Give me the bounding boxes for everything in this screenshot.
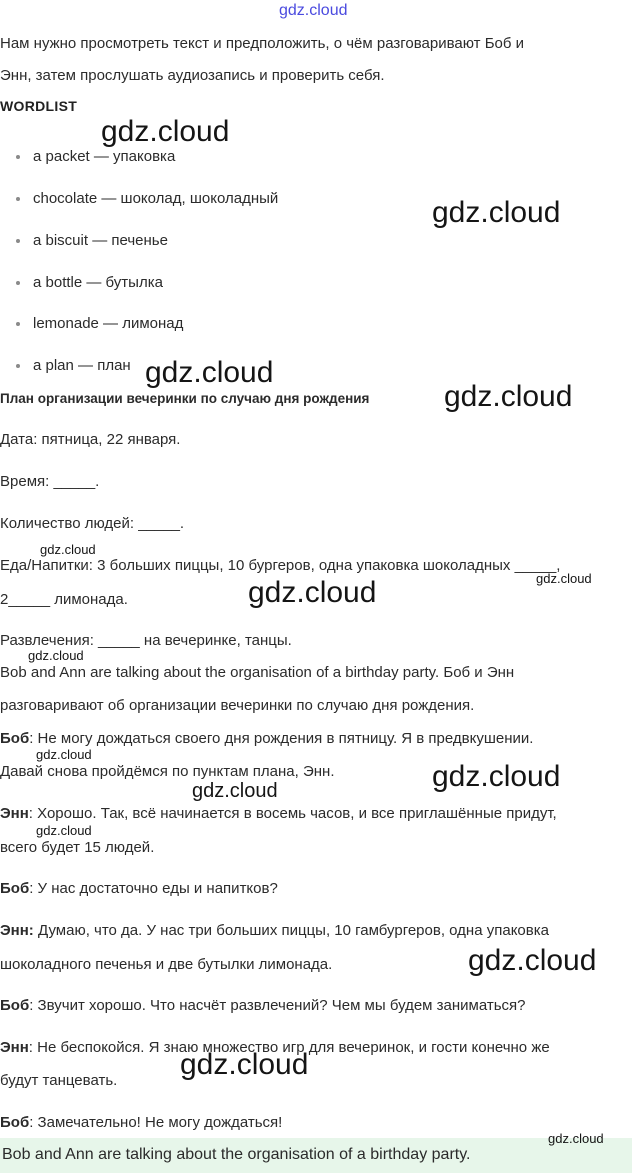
bullet-icon (16, 155, 20, 159)
watermark: gdz.cloud (36, 747, 92, 762)
watermark: gdz.cloud (536, 571, 592, 586)
intro-line-1: Нам нужно просмотреть текст и предположить, о чём разговаривают Боб и (0, 35, 525, 52)
dialogue-ann-2: Энн: Думаю, что да. У нас три больших пиццы, 10 гамбургеров, одна упаковка (0, 922, 549, 939)
dialogue-bob-1: Боб: Не могу дождаться своего дня рождения в пятницу. Я в предвкушении. (0, 730, 534, 747)
dialogue-ann-3: Энн: Не беспокойся. Я знаю множество игр для вечеринок, и гости конечно же (0, 1039, 550, 1056)
watermark: gdz.cloud (101, 115, 230, 148)
bullet-icon (16, 364, 20, 368)
watermark: gdz.cloud (40, 542, 96, 557)
watermark: gdz.cloud (192, 780, 278, 802)
watermark-top: gdz.cloud (279, 2, 348, 19)
wordlist-item: lemonade — лимонад (16, 315, 183, 332)
wordlist-item: a packet — упаковка (16, 148, 175, 165)
dialogue-ann-1: Энн: Хорошо. Так, всё начинается в восемь часов, и все приглашённые придут, (0, 805, 557, 822)
highlighted-sentence (0, 1138, 632, 1173)
watermark: gdz.cloud (432, 196, 561, 229)
speaker-ann: Энн (0, 805, 29, 822)
intro-line-2: Энн, затем прослушать аудиозапись и проверить себя. (0, 67, 385, 84)
bullet-icon (16, 322, 20, 326)
plan-food-line-1: Еда/Напитки: 3 больших пиццы, 10 бургеров, одна упаковка шоколадных _____, (0, 557, 561, 574)
watermark: gdz.cloud (444, 380, 573, 413)
wordlist-item: a bottle — бутылка (16, 274, 163, 291)
speaker-bob: Боб (0, 880, 30, 897)
bullet-icon (16, 281, 20, 285)
speaker-bob: Боб (0, 1114, 30, 1131)
watermark: gdz.cloud (28, 648, 84, 663)
dialogue-ann-3-cont: будут танцевать. (0, 1072, 118, 1089)
highlighted-sentence-text: Bob and Ann are talking about the organisation of a birthday party. (2, 1146, 471, 1163)
bullet-icon (16, 239, 20, 243)
speaker-bob: Боб (0, 730, 30, 747)
watermark: gdz.cloud (468, 944, 597, 977)
watermark: gdz.cloud (432, 760, 561, 793)
watermark: gdz.cloud (36, 823, 92, 838)
wordlist-item: a plan — план (16, 357, 131, 374)
plan-time: Время: _____. (0, 473, 100, 490)
watermark: gdz.cloud (548, 1131, 604, 1146)
bullet-icon (16, 197, 20, 201)
wordlist-item: chocolate — шоколад, шоколадный (16, 190, 278, 207)
speaker-bob: Боб (0, 997, 30, 1014)
summary-line-1: Bob and Ann are talking about the organisation of a birthday party. Боб и Энн (0, 664, 515, 681)
watermark: gdz.cloud (145, 356, 274, 389)
dialogue-bob-2: Боб: У нас достаточно еды и напитков? (0, 880, 278, 897)
wordlist-item: a biscuit — печенье (16, 232, 168, 249)
plan-food-line-2: 2_____ лимонада. (0, 591, 128, 608)
dialogue-ann-1-cont: всего будет 15 людей. (0, 839, 155, 856)
plan-entertainment: Развлечения: _____ на вечеринке, танцы. (0, 632, 292, 649)
speaker-ann: Энн (0, 1039, 29, 1056)
dialogue-ann-2-cont: шоколадного печенья и две бутылки лимонада. (0, 956, 333, 973)
watermark: gdz.cloud (248, 576, 377, 609)
dialogue-bob-1-cont: Давай снова пройдёмся по пунктам плана, Энн. (0, 763, 335, 780)
speaker-ann: Энн: (0, 922, 34, 939)
watermark: gdz.cloud (180, 1048, 309, 1081)
plan-title: План организации вечеринки по случаю дня рождения (0, 391, 370, 406)
summary-line-2: разговаривают об организации вечеринки по случаю дня рождения. (0, 697, 475, 714)
plan-people: Количество людей: _____. (0, 515, 185, 532)
dialogue-bob-4: Боб: Замечательно! Не могу дождаться! (0, 1114, 283, 1131)
dialogue-bob-3: Боб: Звучит хорошо. Что насчёт развлечений? Чем мы будем заниматься? (0, 997, 526, 1014)
plan-date: Дата: пятница, 22 января. (0, 431, 181, 448)
wordlist-title: WORDLIST (0, 98, 78, 114)
